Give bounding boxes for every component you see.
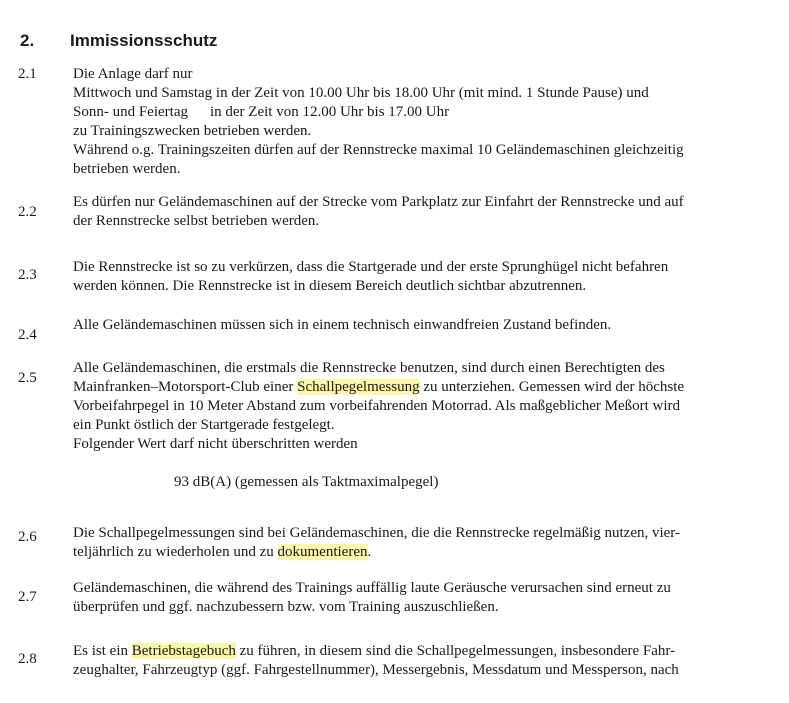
section-number: 2.7 xyxy=(18,589,37,605)
text-line: Alle Geländemaschinen müssen sich in einem technisch einwandfreien Zustand befinden. xyxy=(73,317,612,333)
section-number: 2.4 xyxy=(18,327,37,343)
text-line-part: Es ist ein xyxy=(73,643,132,659)
section-number: 2.8 xyxy=(18,651,37,667)
section-text xyxy=(73,579,773,617)
highlighted-term: Schallpegelmessung xyxy=(297,379,420,395)
text-line xyxy=(73,543,773,562)
text-line-part: . xyxy=(367,544,372,560)
section-heading xyxy=(0,31,789,55)
text-line: Alle Geländemaschinen, die erstmals die Rennstrecke benutzen, sind durch einen Berechtigten des xyxy=(73,360,665,376)
text-line-part: Mainfranken–Motorsport-Club einer xyxy=(73,379,298,395)
text-line xyxy=(73,103,773,122)
section-text xyxy=(73,359,773,492)
text-line: betrieben werden. xyxy=(73,161,181,177)
text-line: ein Punkt östlich der Startgerade festgelegt. xyxy=(73,417,335,433)
heading-title: Immissionsschutz xyxy=(70,31,218,50)
text-line: der Rennstrecke selbst betrieben werden. xyxy=(73,213,320,229)
section-text xyxy=(73,524,773,562)
highlighted-term: Betriebstagebuch xyxy=(131,643,236,659)
section-number: 2.5 xyxy=(18,370,37,386)
text-line-part: zu unterziehen. Gemessen wird der höchste xyxy=(419,379,685,395)
text-line-part: zu führen, in diesem sind die Schallpegelmessungen, insbesondere Fahr- xyxy=(235,643,676,659)
limit-value: 93 dB(A) (gemessen als Taktmaximalpegel) xyxy=(174,474,439,490)
text-line: Die Rennstrecke ist so zu verkürzen, dass die Startgerade und der erste Sprunghügel nicht befahren xyxy=(73,259,669,275)
text-line xyxy=(73,642,773,661)
text-line: Es dürfen nur Geländemaschinen auf der Strecke vom Parkplatz zur Einfahrt der Rennstrecke und auf xyxy=(73,194,684,210)
text-line: Geländemaschinen, die während des Trainings auffällig laute Geräusche verursachen sind erneut zu xyxy=(73,580,671,596)
text-line: Mittwoch und Samstag in der Zeit von 10.00 Uhr bis 18.00 Uhr (mit mind. 1 Stunde Pause) und xyxy=(73,85,649,101)
text-line-part: Sonn- und Feiertag xyxy=(73,104,188,120)
section-text xyxy=(73,316,773,335)
section-number: 2.3 xyxy=(18,267,37,283)
highlighted-term: dokumentieren xyxy=(277,544,368,560)
section-text xyxy=(73,642,773,680)
text-line: zeughalter, Fahrzeugtyp (ggf. Fahrgestellnummer), Messergebnis, Messdatum und Messperson, nach xyxy=(73,662,679,678)
text-line: Vorbeifahrpegel in 10 Meter Abstand zum vorbeifahrenden Motorrad. Als maßgeblicher Meßort wird xyxy=(73,398,681,414)
text-line: werden können. Die Rennstrecke ist in diesem Bereich deutlich sichtbar abzutrennen. xyxy=(73,278,587,294)
text-line: Die Anlage darf nur xyxy=(73,66,193,82)
section-text xyxy=(73,65,773,179)
section-number: 2.6 xyxy=(18,529,37,545)
text-line xyxy=(73,378,773,397)
text-line: Die Schallpegelmessungen sind bei Geländemaschinen, die die Rennstrecke regelmäßig nutzen, vier- xyxy=(73,525,680,541)
text-line: Während o.g. Trainingszeiten dürfen auf der Rennstrecke maximal 10 Geländemaschinen gleichzeitig xyxy=(73,142,684,158)
text-line: überprüfen und ggf. nachzubessern bzw. vom Training auszuschließen. xyxy=(73,599,499,615)
text-line: Folgender Wert darf nicht überschritten werden xyxy=(73,436,358,452)
section-number: 2.2 xyxy=(18,204,37,220)
text-line-part: teljährlich zu wiederholen und zu xyxy=(73,544,278,560)
section-text xyxy=(73,193,773,231)
text-line-part: in der Zeit von 12.00 Uhr bis 17.00 Uhr xyxy=(209,104,450,120)
section-number: 2.1 xyxy=(18,66,37,82)
section-text xyxy=(73,258,773,296)
heading-number: 2. xyxy=(20,31,35,50)
text-line: zu Trainingszwecken betrieben werden. xyxy=(73,123,312,139)
